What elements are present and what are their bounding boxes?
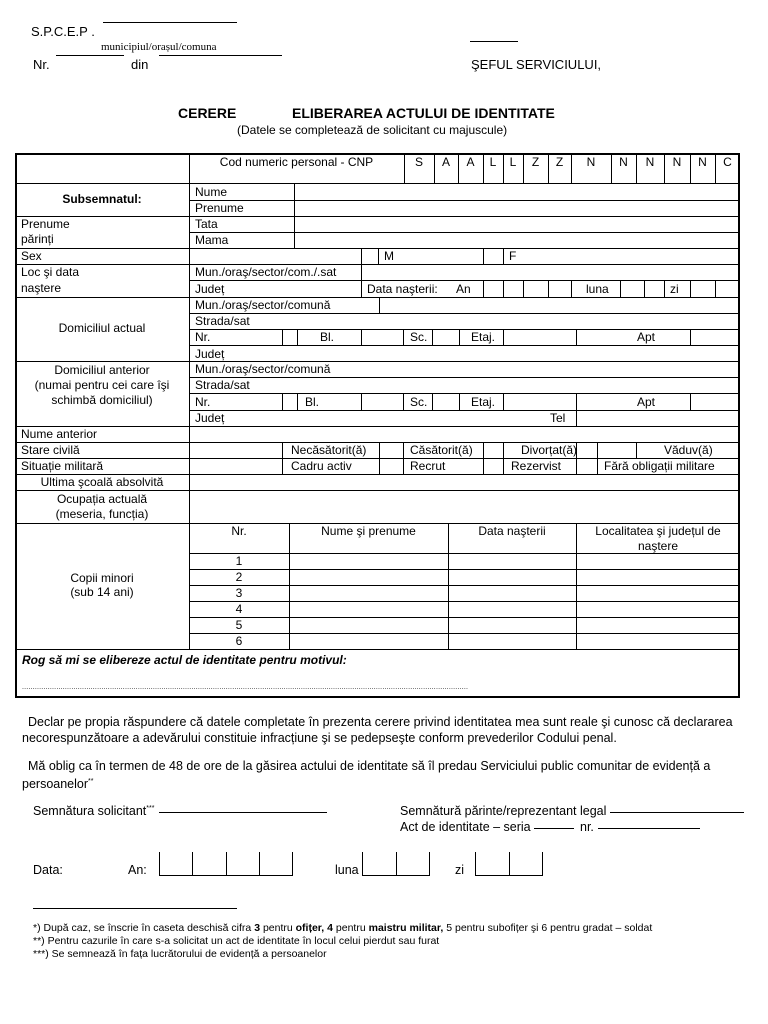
cnp-letter: Z: [531, 155, 540, 169]
data-zi-boxes[interactable]: [475, 852, 543, 876]
parinte-signature-field[interactable]: [610, 812, 744, 813]
mama-label: Mama: [195, 233, 229, 247]
tata-field[interactable]: [295, 217, 739, 231]
footnote-1-text2: pentru: [260, 922, 296, 934]
dom-apt-label: Apt: [637, 330, 656, 344]
footnote-1-ofiter: ofițer,: [295, 922, 325, 934]
cnp-letter: C: [723, 155, 732, 169]
sex-m-checkbox[interactable]: [362, 249, 377, 263]
act-nr-field[interactable]: [598, 828, 700, 829]
data-label: Data:: [33, 863, 63, 877]
copii-nume-header: Nume şi prenume: [321, 524, 416, 538]
obligation-text: Mă oblig ca în termen de 48 de ore de la găsirea actului de identitate să îl predau Serviciului public comunitar de evidență a persoanelor: [22, 759, 711, 792]
cnp-letter: N: [645, 155, 655, 169]
obligation-mark: **: [88, 778, 94, 785]
page-title: ELIBERAREA ACTULUI DE IDENTITATE: [292, 105, 555, 121]
cnp-letter: Z: [555, 155, 564, 169]
act-nr-label: nr.: [580, 820, 594, 834]
sex-f-label: F: [509, 249, 517, 263]
zi-label: zi: [670, 282, 679, 296]
data-an-boxes[interactable]: [159, 852, 293, 876]
cnp-letter: A: [466, 155, 475, 169]
casatorit-label: Căsătorit(ă): [410, 443, 473, 457]
dom-etaj-label: Etaj.: [471, 330, 496, 344]
solicitant-mark: ***: [146, 804, 155, 812]
declaration-paragraph: Declar pe propia răspundere că datele completate în prezenta cerere privind identitatea mea sunt reale şi cunosc că declararea necorespunzătoare a adevărului constituie infracțiune şi se pedepseşte conform prevederilor Codului penal.: [22, 715, 733, 745]
nume-field[interactable]: [295, 184, 739, 199]
copii-row-number: 3: [235, 586, 243, 600]
mun-sat-label: Mun./oraş/sector/com./.sat: [195, 265, 337, 279]
copii-row-number: 5: [235, 618, 243, 632]
copii-data-header: Data naşterii: [478, 524, 546, 538]
tata-label: Tata: [195, 217, 218, 231]
dom-anterior-note2: schimbă domiciliul): [51, 393, 153, 407]
cnp-letter: N: [619, 155, 628, 169]
rezervist-label: Rezervist: [511, 459, 562, 473]
divortat-label: Divorțat(ă): [521, 443, 578, 457]
dom-anterior-label: Domiciliul anterior: [54, 363, 150, 377]
dom-strada-label: Strada/sat: [195, 314, 250, 328]
nastere-label: naştere: [21, 281, 62, 295]
tel-label: Tel: [550, 411, 566, 425]
luna-label: luna: [586, 282, 609, 296]
cnp-label: Cod numeric personal - CNP: [219, 155, 374, 169]
ant-strada-label: Strada/sat: [195, 378, 250, 392]
footnote-1-maistru: maistru militar,: [368, 922, 444, 934]
sex-m-label: M: [384, 249, 394, 263]
cnp-letter: N: [586, 155, 596, 169]
dom-bl-label: Bl.: [320, 330, 335, 344]
data-zi-label: zi: [455, 863, 465, 877]
solicitant-signature-text: Semnătura solicitant: [33, 804, 147, 818]
copii-label: Copii minori: [70, 571, 134, 585]
subtitle: (Datele se completează de solicitant cu majuscule): [237, 123, 508, 137]
footnote-separator: [33, 908, 237, 909]
copii-row-number: 4: [235, 602, 243, 616]
obligation-paragraph: [22, 758, 742, 792]
din-label: din: [131, 57, 149, 72]
ant-mun-label: Mun./oraş/sector/comună: [195, 362, 331, 376]
ant-bl-label: Bl.: [305, 395, 320, 409]
nume-label: Nume: [195, 185, 228, 199]
nume-anterior-label: Nume anterior: [21, 427, 98, 441]
institution-label: S.P.C.E.P .: [31, 24, 95, 39]
title-left: CERERE: [178, 105, 237, 121]
copii-nr-header: Nr.: [231, 524, 247, 538]
dom-mun-label: Mun./oraş/sector/comună: [195, 298, 331, 312]
ant-judet-label: Județ: [195, 411, 225, 425]
dom-anterior-note: (numai pentru cei care îşi: [34, 378, 170, 392]
footnote-1-num4: 4: [327, 922, 333, 934]
copii-row-number: 2: [235, 570, 243, 584]
solicitant-signature-field[interactable]: [159, 812, 327, 813]
vaduv-label: Văduv(ă): [664, 443, 713, 457]
footnote-1-text4: 5 pentru subofițer şi 6 pentru gradat – soldat: [443, 922, 653, 934]
sex-label: Sex: [21, 249, 42, 263]
loc-data-label: Loc şi data: [21, 265, 80, 279]
copii-loc-header: Localitatea şi județul de: [595, 524, 721, 538]
copii-note: (sub 14 ani): [70, 585, 134, 599]
ocupatia-note: (meseria, funcția): [55, 507, 149, 521]
stare-civila-label: Stare civilă: [21, 443, 80, 457]
footnote-1-num3: 3: [254, 922, 261, 934]
sex-f-checkbox[interactable]: [484, 249, 502, 263]
necasatorit-label: Necăsătorit(ă): [291, 443, 367, 457]
footnote-1-text: *) După caz, se înscrie în caseta deschisă cifra: [33, 922, 255, 934]
judet-label: Județ: [195, 282, 225, 296]
motiv-label: Rog să mi se elibereze actul de identitate pentru motivul:: [22, 653, 347, 667]
ant-etaj-label: Etaj.: [471, 395, 496, 409]
chief-title: ŞEFUL SERVICIULUI,: [471, 57, 602, 72]
act-seria-field[interactable]: [534, 828, 574, 829]
an-label: An: [456, 282, 471, 296]
municipality-caption: municipiul/orașul/comuna: [101, 41, 217, 53]
ocupatia-label: Ocupația actuală: [56, 492, 148, 506]
cnp-letter: S: [414, 155, 423, 169]
footnote-1: [33, 922, 652, 934]
act-identitate-label: Act de identitate – seria: [400, 820, 531, 834]
parinti-label: părinți: [21, 232, 54, 246]
footnote-1-text3: pentru: [333, 922, 369, 934]
recrut-label: Recrut: [410, 459, 446, 473]
data-an-label: An:: [128, 863, 147, 877]
data-nasterii-label: Data naşterii:: [367, 282, 438, 296]
ultima-scoala-label: Ultima şcoală absolvită: [40, 475, 164, 489]
domiciliul-actual-label: Domiciliul actual: [58, 321, 146, 335]
prenume-parinti-label: Prenume: [21, 217, 70, 231]
fara-obligatii-label: Fără obligații militare: [604, 459, 715, 473]
motiv-field[interactable]: ................................................................................................................................................................................................................: [22, 684, 469, 691]
ant-nr-label: Nr.: [195, 395, 211, 409]
cnp-letter: N: [698, 155, 707, 169]
dom-sc-label: Sc.: [410, 330, 428, 344]
footnote-3: ***) Se semnează în fața lucrătorului de evidență a persoanelor: [33, 948, 327, 960]
copii-loc-header-2: naştere: [637, 539, 679, 553]
nr-label: Nr.: [33, 57, 50, 72]
cnp-letter: L: [489, 155, 497, 169]
prenume-label: Prenume: [195, 201, 244, 215]
situatie-militara-label: Situație militară: [21, 459, 104, 473]
prenume-field[interactable]: [295, 201, 739, 215]
ant-sc-label: Sc.: [410, 395, 428, 409]
footnote-2: **) Pentru cazurile în care s-a solicitat un act de identitate în locul celui pierdut sau furat: [33, 935, 440, 947]
subsemnatul-label: Subsemnatul:: [62, 192, 142, 206]
cadru-activ-label: Cadru activ: [291, 459, 352, 473]
cnp-letter: A: [441, 155, 450, 169]
parinte-signature-label: Semnătură părinte/reprezentant legal: [400, 804, 607, 818]
data-luna-label: luna: [335, 863, 359, 877]
dom-judet-label: Județ: [195, 347, 225, 361]
data-luna-boxes[interactable]: [362, 852, 430, 876]
solicitant-signature-label: [33, 804, 154, 818]
cnp-letter: L: [509, 155, 517, 169]
copii-row-number: 1: [235, 554, 243, 568]
dom-nr-label: Nr.: [195, 330, 211, 344]
copii-row-number: 6: [235, 634, 243, 648]
mama-field[interactable]: [295, 233, 739, 247]
cnp-letter: N: [672, 155, 682, 169]
ant-apt-label: Apt: [637, 395, 656, 409]
